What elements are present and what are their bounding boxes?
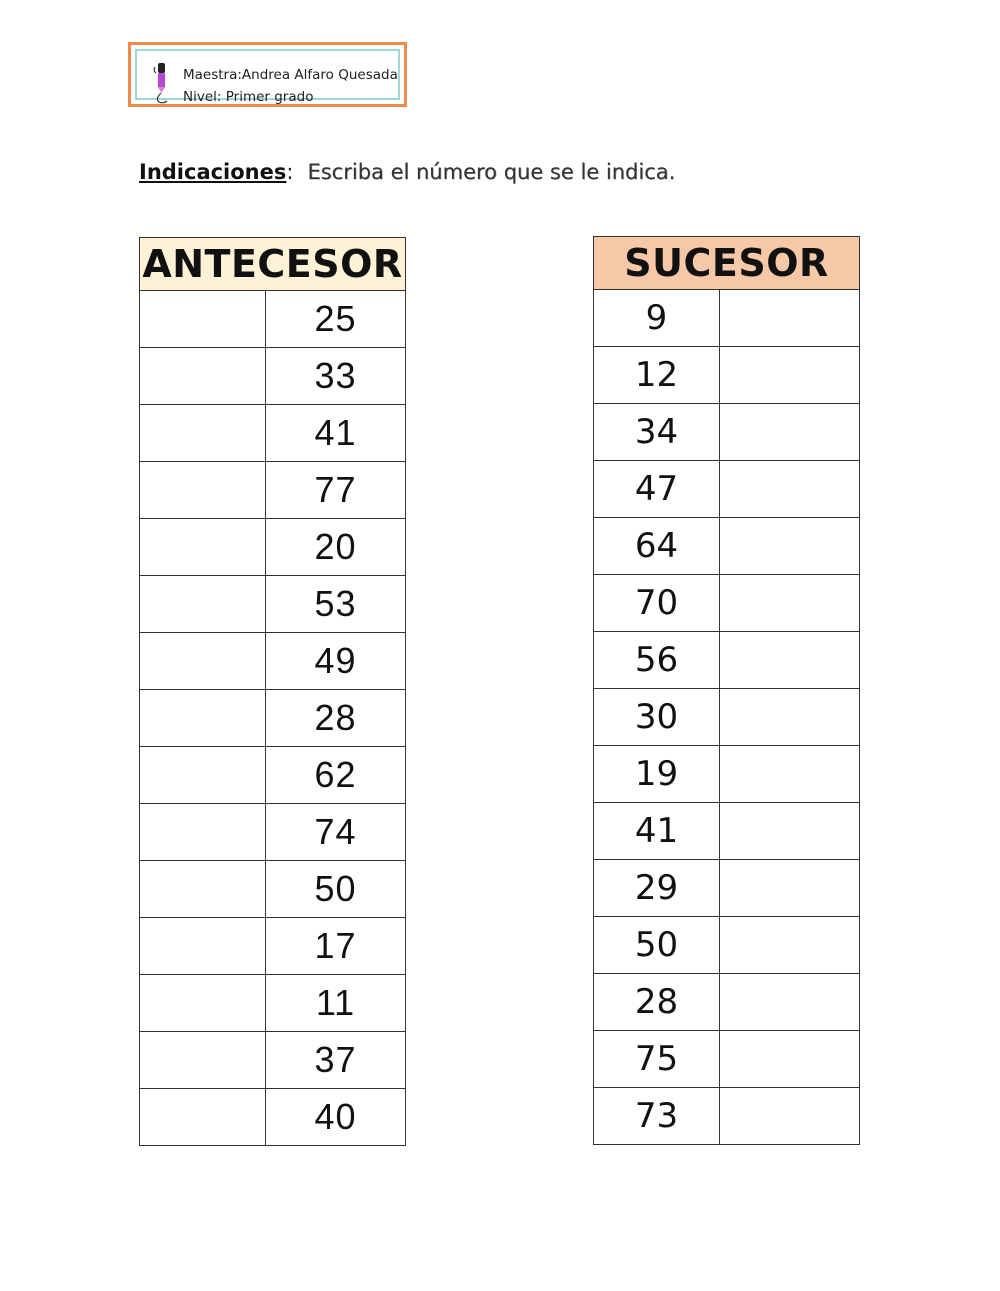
sucesor-row	[594, 632, 860, 689]
sucesor-row	[594, 518, 860, 575]
sucesor-row	[594, 290, 860, 347]
sucesor-answer-cell[interactable]	[720, 746, 860, 803]
sucesor-number: 56	[594, 632, 720, 689]
sucesor-number: 30	[594, 689, 720, 746]
antecesor-row	[140, 633, 406, 690]
antecesor-number: 20	[266, 519, 406, 576]
sucesor-answer-cell[interactable]	[720, 689, 860, 746]
sucesor-number: 50	[594, 917, 720, 974]
sucesor-number: 9	[594, 290, 720, 347]
antecesor-row	[140, 576, 406, 633]
sucesor-answer-cell[interactable]	[720, 575, 860, 632]
pen-icon	[151, 61, 173, 105]
antecesor-row	[140, 519, 406, 576]
sucesor-answer-cell[interactable]	[720, 803, 860, 860]
antecesor-number: 74	[266, 804, 406, 861]
sucesor-row	[594, 1031, 860, 1088]
sucesor-title: SUCESOR	[594, 237, 860, 290]
sucesor-number: 75	[594, 1031, 720, 1088]
sucesor-number: 34	[594, 404, 720, 461]
sucesor-answer-cell[interactable]	[720, 917, 860, 974]
antecesor-answer-cell[interactable]	[140, 576, 266, 633]
antecesor-answer-cell[interactable]	[140, 462, 266, 519]
antecesor-number: 49	[266, 633, 406, 690]
sucesor-answer-cell[interactable]	[720, 974, 860, 1031]
sucesor-answer-cell[interactable]	[720, 860, 860, 917]
sucesor-answer-cell[interactable]	[720, 632, 860, 689]
sucesor-number: 47	[594, 461, 720, 518]
antecesor-row	[140, 291, 406, 348]
antecesor-number: 40	[266, 1089, 406, 1146]
sucesor-row	[594, 347, 860, 404]
antecesor-row	[140, 747, 406, 804]
teacher-info-box	[128, 42, 407, 107]
antecesor-row	[140, 348, 406, 405]
antecesor-answer-cell[interactable]	[140, 633, 266, 690]
antecesor-answer-cell[interactable]	[140, 405, 266, 462]
antecesor-row	[140, 804, 406, 861]
antecesor-number: 17	[266, 918, 406, 975]
instructions-text: Escriba el número que se le indica.	[307, 160, 676, 184]
sucesor-table	[593, 236, 860, 1145]
sucesor-row	[594, 404, 860, 461]
antecesor-row	[140, 405, 406, 462]
sucesor-number: 29	[594, 860, 720, 917]
sucesor-answer-cell[interactable]	[720, 290, 860, 347]
antecesor-number: 37	[266, 1032, 406, 1089]
antecesor-number: 62	[266, 747, 406, 804]
antecesor-row	[140, 975, 406, 1032]
sucesor-row	[594, 575, 860, 632]
antecesor-title: ANTECESOR	[140, 238, 406, 291]
sucesor-number: 64	[594, 518, 720, 575]
antecesor-number: 11	[266, 975, 406, 1032]
sucesor-row	[594, 689, 860, 746]
instructions-label: Indicaciones	[139, 160, 287, 184]
instructions-separator: :	[286, 160, 294, 184]
sucesor-answer-cell[interactable]	[720, 518, 860, 575]
sucesor-number: 70	[594, 575, 720, 632]
antecesor-number: 53	[266, 576, 406, 633]
sucesor-row	[594, 917, 860, 974]
sucesor-row	[594, 860, 860, 917]
antecesor-table	[139, 237, 406, 1146]
sucesor-number: 41	[594, 803, 720, 860]
antecesor-number: 33	[266, 348, 406, 405]
sucesor-number: 19	[594, 746, 720, 803]
sucesor-answer-cell[interactable]	[720, 1031, 860, 1088]
antecesor-number: 77	[266, 462, 406, 519]
antecesor-answer-cell[interactable]	[140, 861, 266, 918]
sucesor-row	[594, 461, 860, 518]
antecesor-number: 28	[266, 690, 406, 747]
grade-level: Nivel: Primer grado	[183, 89, 314, 105]
teacher-name: Maestra:Andrea Alfaro Quesada	[183, 67, 398, 83]
sucesor-answer-cell[interactable]	[720, 1088, 860, 1145]
antecesor-answer-cell[interactable]	[140, 1089, 266, 1146]
sucesor-answer-cell[interactable]	[720, 404, 860, 461]
antecesor-answer-cell[interactable]	[140, 291, 266, 348]
sucesor-answer-cell[interactable]	[720, 461, 860, 518]
antecesor-row	[140, 1032, 406, 1089]
antecesor-row	[140, 690, 406, 747]
antecesor-row	[140, 462, 406, 519]
antecesor-answer-cell[interactable]	[140, 690, 266, 747]
sucesor-number: 12	[594, 347, 720, 404]
antecesor-number: 25	[266, 291, 406, 348]
antecesor-number: 50	[266, 861, 406, 918]
sucesor-answer-cell[interactable]	[720, 347, 860, 404]
sucesor-row	[594, 974, 860, 1031]
antecesor-number: 41	[266, 405, 406, 462]
antecesor-answer-cell[interactable]	[140, 747, 266, 804]
antecesor-row	[140, 861, 406, 918]
antecesor-answer-cell[interactable]	[140, 804, 266, 861]
antecesor-answer-cell[interactable]	[140, 975, 266, 1032]
antecesor-row	[140, 1089, 406, 1146]
sucesor-number: 73	[594, 1088, 720, 1145]
sucesor-row	[594, 746, 860, 803]
antecesor-answer-cell[interactable]	[140, 1032, 266, 1089]
antecesor-answer-cell[interactable]	[140, 348, 266, 405]
antecesor-answer-cell[interactable]	[140, 918, 266, 975]
instructions	[139, 160, 675, 184]
teacher-info-inner-border	[135, 49, 400, 105]
sucesor-row	[594, 1088, 860, 1145]
sucesor-number: 28	[594, 974, 720, 1031]
sucesor-row	[594, 803, 860, 860]
antecesor-row	[140, 918, 406, 975]
antecesor-answer-cell[interactable]	[140, 519, 266, 576]
